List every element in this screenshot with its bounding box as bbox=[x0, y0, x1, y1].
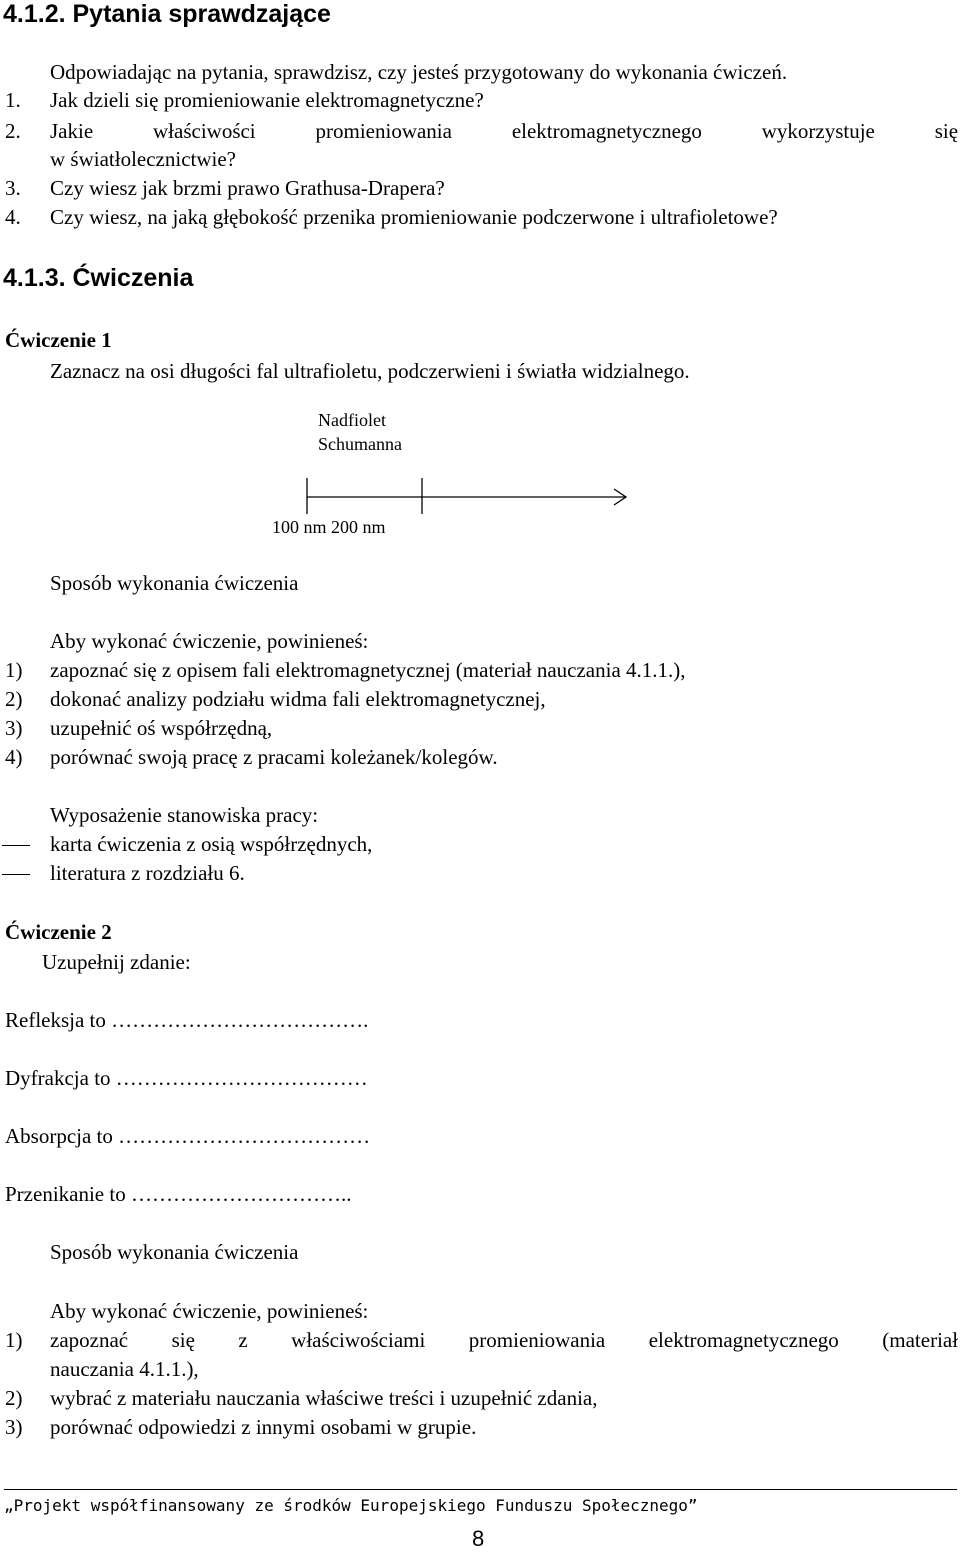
question-3 bbox=[0, 174, 960, 204]
exercise-2-title: Ćwiczenie 2 bbox=[5, 920, 112, 944]
fill-in-diffraction: Dyfrakcja to ……………………………… bbox=[5, 1066, 368, 1090]
step-number: 4) bbox=[5, 745, 23, 769]
word: Jakie bbox=[50, 119, 94, 143]
question-2-continuation: w światłolecznictwie? bbox=[50, 147, 237, 171]
word: zapoznać bbox=[50, 1328, 129, 1352]
exercise-2-step bbox=[0, 1384, 960, 1414]
axis-tick-labels bbox=[272, 515, 386, 539]
question-4 bbox=[0, 203, 960, 233]
word: promieniowania bbox=[468, 1328, 606, 1352]
word: właściwości bbox=[153, 119, 256, 143]
dash-bullet-icon bbox=[2, 845, 30, 846]
exercise-1-step bbox=[0, 685, 960, 715]
exercise-2-method-heading: Sposób wykonania ćwiczenia bbox=[50, 1240, 299, 1264]
step-number: 2) bbox=[5, 1386, 23, 1410]
exercise-2-step-1-continuation: nauczania 4.1.1.), bbox=[50, 1357, 199, 1381]
question-number: 1. bbox=[5, 88, 21, 112]
word: elektromagnetycznego bbox=[648, 1328, 839, 1352]
question-text bbox=[50, 117, 958, 146]
step-text: porównać swoją pracę z pracami koleżanek/kolegów. bbox=[50, 745, 498, 769]
exercise-2-step bbox=[0, 1413, 960, 1443]
equipment-text: literatura z rozdziału 6. bbox=[50, 861, 245, 885]
question-2 bbox=[0, 117, 960, 147]
fill-in-absorption: Absorpcja to ……………………………… bbox=[5, 1124, 371, 1148]
axis-label-line2: Schumanna bbox=[318, 434, 402, 454]
section-heading-questions: 4.1.2. Pytania sprawdzające bbox=[3, 0, 331, 28]
step-text bbox=[50, 1326, 958, 1355]
question-number: 4. bbox=[5, 205, 21, 229]
exercise-2-step bbox=[0, 1326, 960, 1356]
tick-label-100: 100 nm bbox=[272, 517, 327, 537]
step-text: dokonać analizy podziału widma fali elektromagnetycznej, bbox=[50, 687, 546, 711]
exercise-2-todo-heading: Aby wykonać ćwiczenie, powinieneś: bbox=[50, 1299, 369, 1323]
word: elektromagnetycznego bbox=[511, 119, 702, 143]
exercise-1-equipment-heading: Wyposażenie stanowiska pracy: bbox=[50, 803, 319, 827]
fill-in-penetration: Przenikanie to ………………………….. bbox=[5, 1182, 352, 1206]
step-text: porównać odpowiedzi z innymi osobami w grupie. bbox=[50, 1415, 477, 1439]
footer-rule bbox=[4, 1489, 957, 1490]
section-heading-exercises: 4.1.3. Ćwiczenia bbox=[3, 264, 194, 292]
step-text: zapoznać się z opisem fali elektromagnetycznej (materiał nauczania 4.1.1.), bbox=[50, 658, 686, 682]
equipment-item bbox=[0, 859, 960, 889]
exercise-1-todo-heading: Aby wykonać ćwiczenie, powinieneś: bbox=[50, 629, 369, 653]
question-text: Czy wiesz, na jaką głębokość przenika promieniowanie podczerwone i ultrafioletowe? bbox=[50, 205, 778, 229]
tick-label-200: 200 nm bbox=[331, 517, 386, 537]
step-number: 3) bbox=[5, 716, 23, 740]
exercise-1-step bbox=[0, 743, 960, 773]
step-number: 1) bbox=[5, 1328, 23, 1352]
exercise-1-step bbox=[0, 656, 960, 686]
word: właściwościami bbox=[291, 1328, 426, 1352]
exercise-1-title: Ćwiczenie 1 bbox=[5, 328, 112, 352]
question-text: Jak dzieli się promieniowanie elektromagnetyczne? bbox=[50, 88, 484, 112]
questions-intro: Odpowiadając na pytania, sprawdzisz, czy jesteś przygotowany do wykonania ćwiczeń. bbox=[50, 60, 788, 84]
question-number: 3. bbox=[5, 176, 21, 200]
step-number: 1) bbox=[5, 658, 23, 682]
word: się bbox=[171, 1328, 195, 1352]
axis-label-line1: Nadfiolet bbox=[318, 410, 386, 430]
dash-bullet-icon bbox=[2, 874, 30, 875]
step-text: uzupełnić oś współrzędną, bbox=[50, 716, 273, 740]
question-1 bbox=[0, 86, 960, 116]
question-text: Czy wiesz jak brzmi prawo Grathusa-Drapera? bbox=[50, 176, 445, 200]
word: się bbox=[934, 119, 959, 143]
exercise-1-method-heading: Sposób wykonania ćwiczenia bbox=[50, 571, 299, 595]
footer-funding-note: „Projekt współfinansowany ze środków Europejskiego Funduszu Społecznego” bbox=[4, 1496, 698, 1515]
exercise-2-task: Uzupełnij zdanie: bbox=[42, 950, 191, 974]
equipment-text: karta ćwiczenia z osią współrzędnych, bbox=[50, 832, 373, 856]
word: promieniowania bbox=[315, 119, 452, 143]
step-number: 2) bbox=[5, 687, 23, 711]
equipment-item bbox=[0, 830, 960, 860]
fill-in-reflection: Refleksja to ………………………………. bbox=[5, 1008, 369, 1032]
exercise-1-task: Zaznacz na osi długości fal ultrafioletu, podczerwieni i światła widzialnego. bbox=[50, 359, 690, 383]
exercise-1-step bbox=[0, 714, 960, 744]
step-number: 3) bbox=[5, 1415, 23, 1439]
step-text: wybrać z materiału nauczania właściwe treści i uzupełnić zdania, bbox=[50, 1386, 598, 1410]
question-number: 2. bbox=[5, 119, 21, 143]
word: (materiał bbox=[882, 1328, 959, 1352]
word: z bbox=[238, 1328, 248, 1352]
word: wykorzystuje bbox=[761, 119, 875, 143]
page-number: 8 bbox=[472, 1526, 485, 1551]
